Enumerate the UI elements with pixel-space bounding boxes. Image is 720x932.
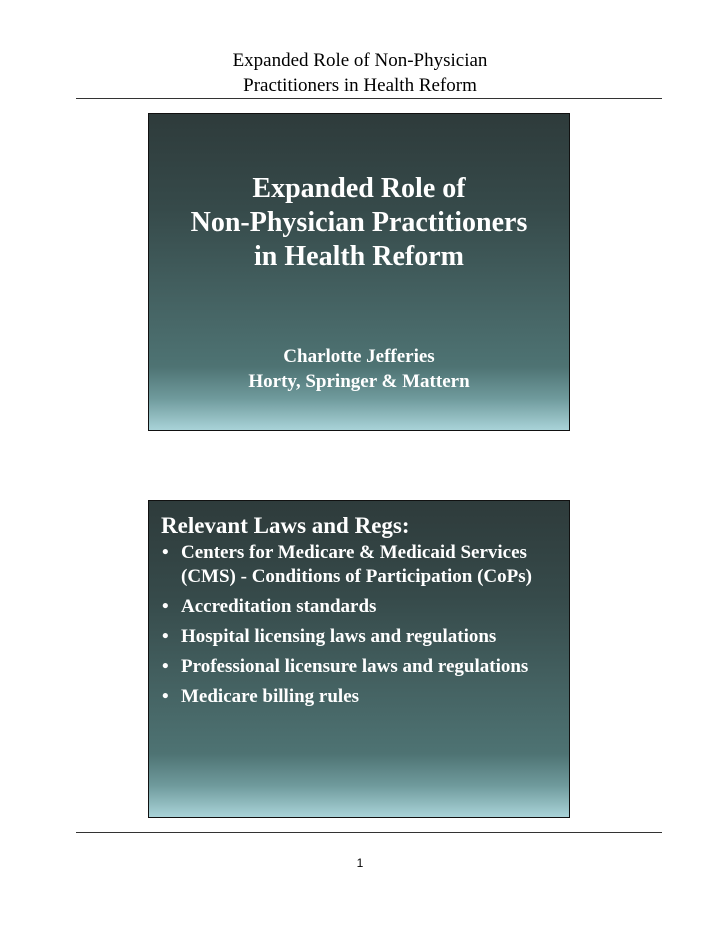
author-organization: Horty, Springer & Mattern — [248, 371, 470, 392]
slide-2-bullet-list — [161, 541, 561, 715]
slide-2-laws — [148, 500, 570, 818]
bullet-item: • Hospital licensing laws and regulations — [161, 625, 561, 649]
slide-2-heading: Relevant Laws and Regs: — [161, 513, 410, 538]
footer-divider — [76, 832, 662, 833]
header-divider — [76, 98, 662, 99]
slide-1-author-block — [149, 344, 569, 394]
bullet-item: • Centers for Medicare & Medicaid Services (CMS) - Conditions of Participation (CoPs) — [161, 541, 561, 589]
page-number: 1 — [356, 856, 364, 870]
slide-1-heading — [149, 172, 569, 274]
slide-1-heading-line-1: Expanded Role of — [252, 173, 466, 204]
bullet-item: • Medicare billing rules — [161, 685, 561, 709]
header-line-1: Expanded Role of Non-Physician — [232, 50, 488, 71]
bullet-item: • Accreditation standards — [161, 595, 561, 619]
slide-1-heading-line-2: Non-Physician Practitioners — [190, 207, 528, 238]
page-header — [0, 48, 720, 98]
bullet-item: • Professional licensure laws and regulations — [161, 655, 561, 679]
author-name: Charlotte Jefferies — [283, 346, 435, 367]
slide-1-title — [148, 113, 570, 431]
slide-1-heading-line-3: in Health Reform — [254, 241, 464, 272]
header-line-2: Practitioners in Health Reform — [243, 75, 477, 96]
